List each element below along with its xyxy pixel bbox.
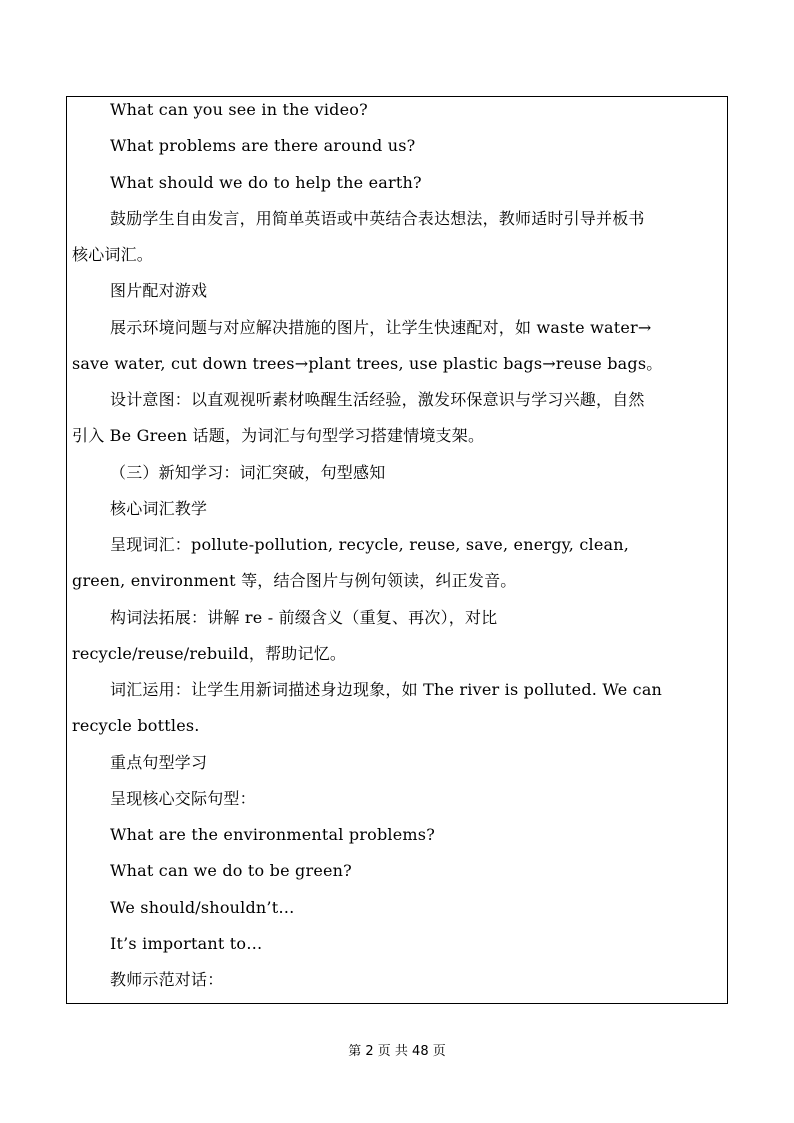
text-line: （三）新知学习：词汇突破，句型感知	[110, 462, 386, 482]
text-line: 设计意图：以直观视听素材唤醒生活经验，激发环保意识与学习兴趣，自然	[110, 390, 645, 409]
text-line: What are the environmental problems?	[110, 825, 435, 844]
text-line: 呈现词汇：pollute-pollution, recycle, reuse, save, energy, clean,	[110, 535, 630, 554]
text-line: 展示环境问题与对应解决措施的图片，让学生快速配对，如 waste water→	[110, 317, 652, 337]
text-line: 词汇运用：让学生用新词描述身边现象，如 The river is polluted. We can	[110, 680, 663, 699]
text-line: We should/shouldn’t…	[110, 897, 295, 917]
text-line: 核心词汇。	[72, 245, 154, 264]
text-line: 图片配对游戏	[110, 281, 208, 301]
text-line: recycle/reuse/rebuild，帮助记忆。	[72, 643, 347, 663]
text-line: save water, cut down trees→plant trees, use plastic bags→reuse bags。	[72, 353, 663, 373]
text-line: What should we do to help the earth?	[110, 172, 422, 192]
text-line: 重点句型学习	[110, 752, 208, 772]
text-line: What can you see in the video?	[110, 100, 368, 119]
text-line: recycle bottles.	[72, 716, 200, 736]
text-line: green, environment 等，结合图片与例句领读，纠正发音。	[72, 571, 517, 591]
text-line: 教师示范对话：	[110, 970, 224, 989]
text-line: 呈现核心交际句型：	[110, 788, 256, 808]
page-footer: 第 2 页 共 48 页	[348, 1044, 446, 1059]
text-line: 引入 Be Green 话题，为词汇与句型学习搭建情境支架。	[72, 426, 485, 446]
text-line: It’s important to…	[110, 933, 263, 953]
text-line: What can we do to be green?	[110, 861, 352, 881]
text-line: What problems are there around us?	[110, 136, 416, 156]
text-line: 构词法拓展：讲解 re - 前缀含义（重复、再次），对比	[110, 607, 498, 627]
text-line: 核心词汇教学	[110, 498, 208, 518]
text-line: 鼓励学生自由发言，用简单英语或中英结合表达想法，教师适时引导并板书	[110, 208, 645, 228]
